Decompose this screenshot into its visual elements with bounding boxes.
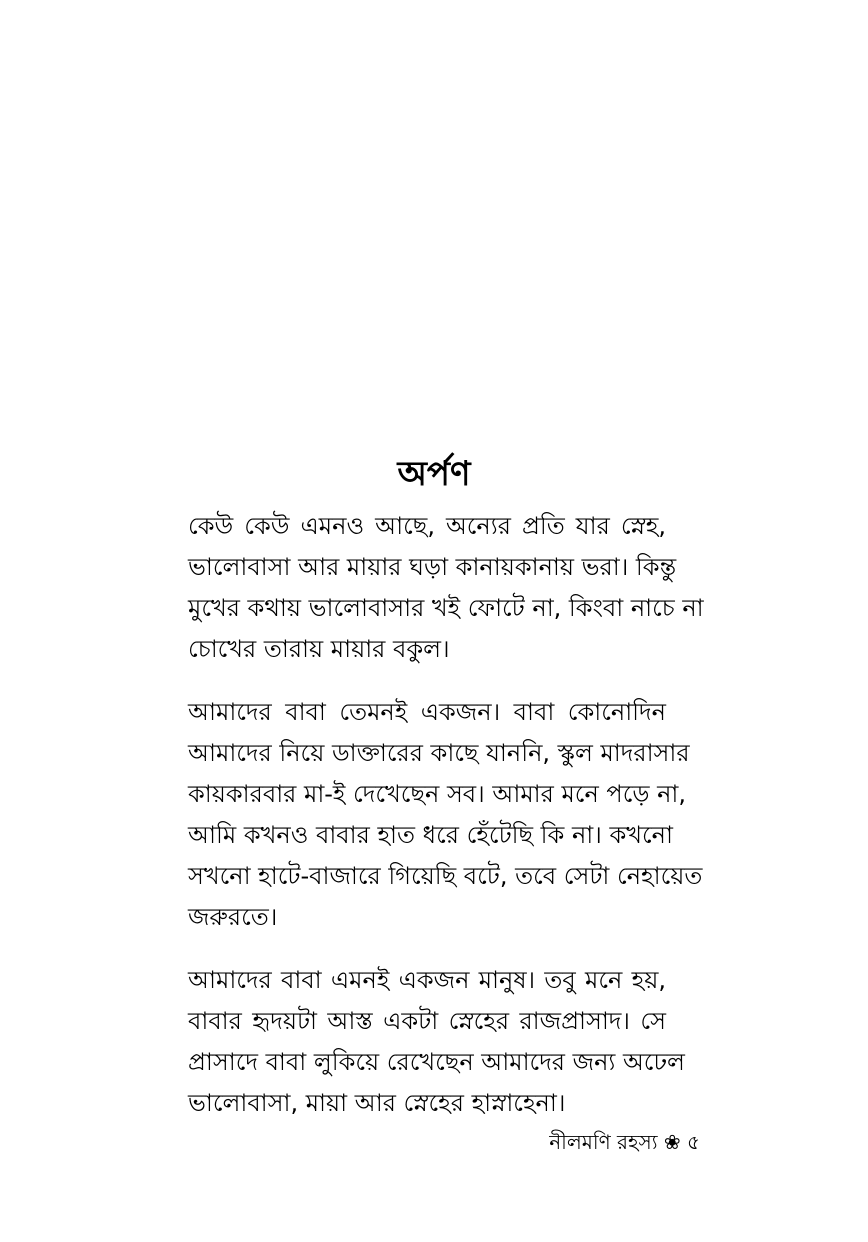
- paragraph-2: [188, 692, 703, 938]
- text-line: ভালোবাসা, মায়া আর স্নেহের হাস্নাহেনা।: [188, 1089, 566, 1117]
- running-footer: নীলমণি রহস্য ❀ ৫: [549, 1130, 700, 1154]
- text-line: জরুরতে।: [188, 903, 278, 931]
- text-line: আমাদের নিয়ে ডাক্তারের কাছে যাননি, স্কুল মাদরাসার: [188, 739, 690, 767]
- page-title: অর্পণ: [397, 454, 471, 494]
- text-line: সখনো হাটে-বাজারে গিয়েছি বটে, তবে সেটা নেহায়েত: [188, 862, 703, 890]
- text-line: ভালোবাসা আর মায়ার ঘড়া কানায়কানায় ভরা। কিন্তু: [188, 553, 677, 581]
- text-line: চোখের তারায় মায়ার বকুল।: [188, 635, 450, 663]
- dedication-text: [188, 506, 704, 1146]
- text-line: কেউ কেউ এমনও আছে, অন্যের প্রতি যার স্নেহ,: [188, 512, 666, 540]
- text-line: মুখের কথায় ভালোবাসার খই ফোটে না, কিংবা নাচে না: [188, 594, 704, 622]
- text-line: আমাদের বাবা এমনই একজন মানুষ। তবু মনে হয়,: [188, 966, 666, 994]
- text-line: বাবার হৃদয়টা আস্ত একটা স্নেহের রাজপ্রাসাদ। সে: [188, 1007, 666, 1035]
- text-line: আমি কখনও বাবার হাত ধরে হেঁটেছি কি না। কখনো: [188, 821, 673, 849]
- text-line: কায়কারবার মা-ই দেখেছেন সব। আমার মনে পড়ে না,: [188, 780, 687, 808]
- text-line: আমাদের বাবা তেমনই একজন। বাবা কোনোদিন: [188, 698, 666, 726]
- paragraph-1: [188, 506, 704, 670]
- text-line: প্রাসাদে বাবা লুকিয়ে রেখেছেন আমাদের জন্য অঢেল: [188, 1048, 685, 1076]
- paragraph-3: [188, 960, 685, 1124]
